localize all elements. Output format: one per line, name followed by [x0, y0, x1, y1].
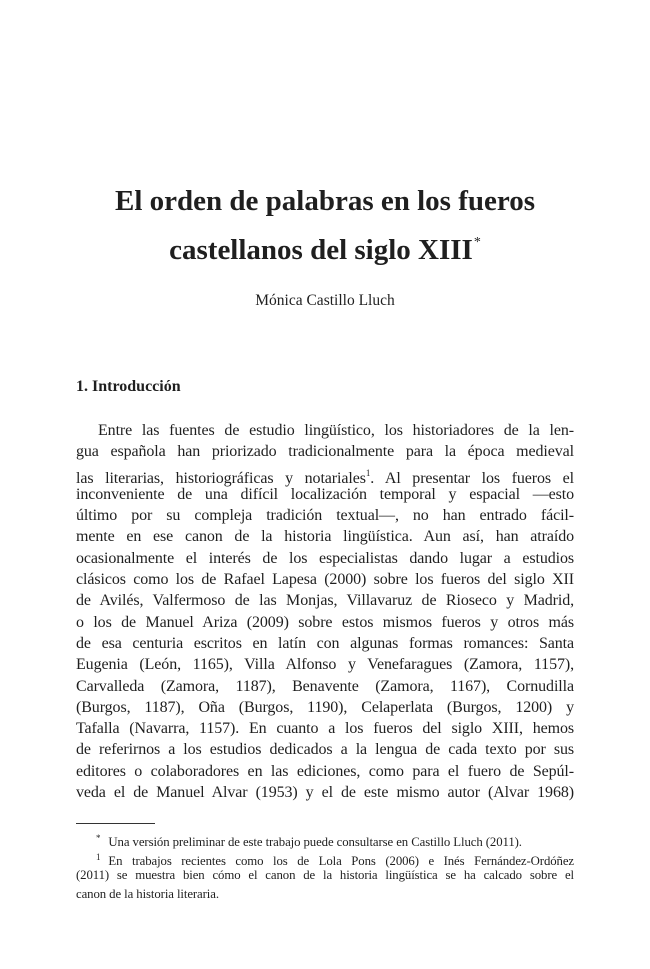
paragraph-line: veda el de Manuel Alvar (1953) y el de este mismo autor (Alvar 1968) — [76, 784, 574, 802]
article-title — [0, 180, 650, 271]
paragraph-line: clásicos como los de Rafael Lapesa (2000) sobre los fueros del siglo XII — [76, 571, 574, 589]
paragraph-line: Eugenia (León, 1165), Villa Alfonso y Venefaragues (Zamora, 1157), — [76, 656, 574, 674]
footnotes — [76, 829, 574, 903]
paragraph-line: último por su compleja tradición textual—, no han entrado fácil- — [76, 507, 574, 525]
footnote-star-text: Una versión preliminar de este trabajo puede consultarse en Castillo Lluch (2011). — [108, 835, 522, 849]
footnote-1-line: (2011) se muestra bien cómo el canon de la historia lingüística se ha calcado sobre el — [76, 868, 574, 882]
title-footnote-marker: * — [473, 235, 481, 250]
paragraph-line: editores o colaboradores en las ediciones, como para el fuero de Sepúl- — [76, 762, 574, 780]
footnote-star — [76, 829, 574, 848]
title-line-2 — [0, 222, 650, 271]
paragraph-line: Entre las fuentes de estudio lingüístico, los historiadores de la len- — [98, 422, 574, 439]
paragraph-line: o los de Manuel Ariza (2009) sobre estos mismos fueros y otros más — [76, 613, 574, 631]
paragraph-line: de esa centuria escritos en latín con algunas formas romances: Santa — [76, 634, 574, 652]
paragraph-line-tail: . Al presentar los fueros el — [370, 469, 574, 487]
paragraph-line: (Burgos, 1187), Oña (Burgos, 1190), Celaperlata (Burgos, 1200) y — [76, 698, 574, 716]
footnote-1-line: canon de la historia literaria. — [76, 886, 219, 901]
paragraph-line: de referirnos a los estudios dedicados a la lengua de cada texto por sus — [76, 741, 574, 759]
footnote-star-mark: * — [96, 833, 101, 843]
paragraph-line-text: las literarias, historiográficas y notariales — [76, 469, 366, 487]
paragraph-line — [76, 463, 574, 487]
paragraph-line: mente en ese canon de la historia lingüística. Aun así, han atraído — [76, 528, 574, 546]
title-line-1: El orden de palabras en los fueros — [114, 185, 535, 217]
footnote-separator — [76, 823, 155, 824]
paragraph-line: Tafalla (Navarra, 1157). En cuanto a los fueros del siglo XIII, hemos — [76, 720, 574, 738]
footnote-1-line — [76, 848, 574, 867]
author-name: Mónica Castillo Lluch — [255, 292, 395, 309]
paragraph-line: de Avilés, Valfermoso de las Monjas, Villavaruz de Rioseco y Madrid, — [76, 592, 574, 610]
paragraph-line: Carvalleda (Zamora, 1187), Benavente (Zamora, 1167), Cornudilla — [76, 677, 574, 695]
body-paragraph — [76, 420, 574, 803]
paragraph-line: gua española han priorizado tradicionalmente para la época medieval — [76, 443, 574, 461]
footnote-1-mark: 1 — [96, 851, 101, 862]
title-line-2-text: castellanos del siglo XIII — [169, 234, 473, 266]
section-heading: 1. Introducción — [76, 378, 181, 395]
footnote-reference-1: 1 — [365, 467, 371, 478]
footnote-1-text: En trabajos recientes como los de Lola Pons (2006) e Inés Fernández-Ordóñez — [108, 853, 574, 868]
paragraph-line: inconveniente de una difícil localización temporal y espacial —esto — [76, 485, 574, 503]
paragraph-line: ocasionalmente el interés de los especialistas dando lugar a estudios — [76, 549, 574, 567]
